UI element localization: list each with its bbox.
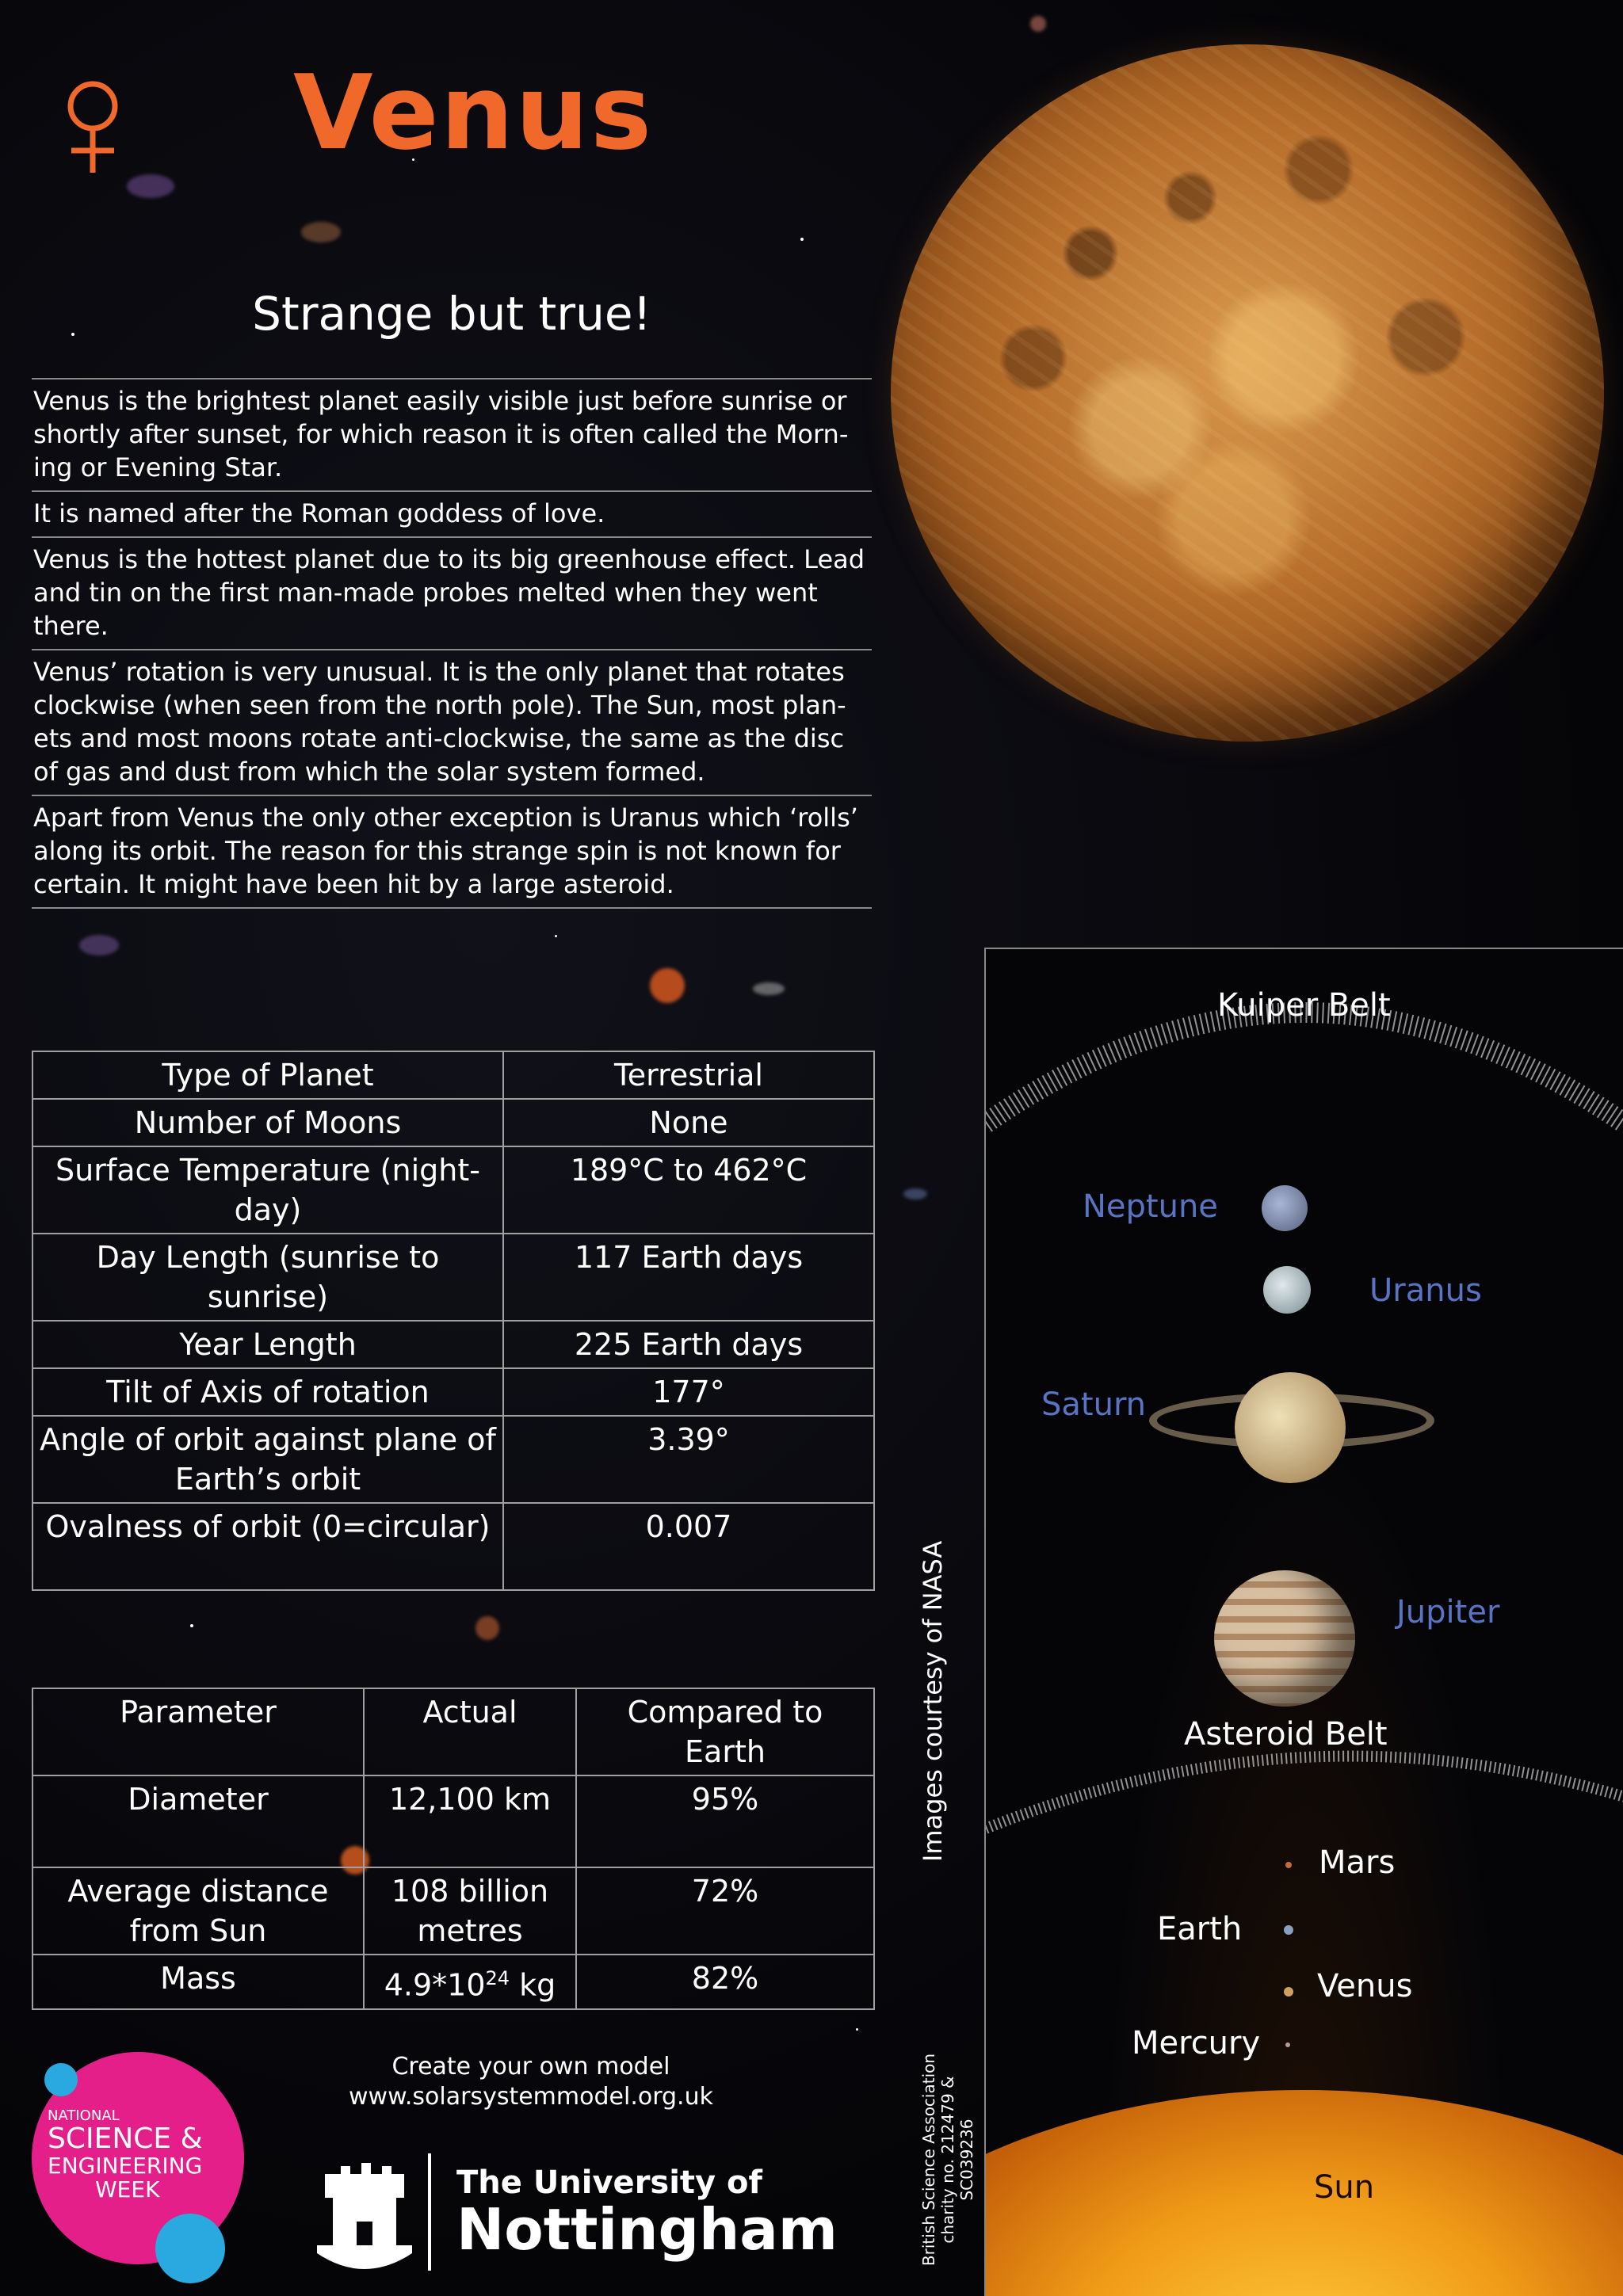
uranus-image	[1263, 1266, 1311, 1314]
saturn-label: Saturn	[1041, 1386, 1147, 1423]
website-link[interactable]: www.solarsystemmodel.org.uk	[349, 2083, 713, 2111]
neptune-label: Neptune	[1083, 1188, 1218, 1225]
jupiter-label: Jupiter	[1396, 1594, 1500, 1630]
logo-divider	[428, 2153, 431, 2271]
create-model-text: Create your own model	[391, 2053, 670, 2081]
property-label: Angle of orbit against plane of Earth’s orbit	[32, 1416, 503, 1503]
venus-planet-image	[891, 44, 1604, 742]
table-row	[32, 1416, 874, 1503]
parameter-cell: Mass	[32, 1955, 364, 2009]
nsew-line: NATIONAL	[48, 2107, 120, 2124]
fact-item: Apart from Venus the only other exception is Uranus which ‘rolls’ along its orbit. The reason for this strange spin is not known for certain. It might have been hit by a large asteroid.	[32, 795, 872, 909]
table-header-row	[32, 1688, 874, 1775]
galaxy-decor	[903, 1188, 927, 1199]
venus-symbol-icon	[49, 78, 136, 174]
mars-image	[1285, 1862, 1292, 1868]
property-value: 3.39°	[503, 1416, 874, 1503]
parameter-cell: Average distance from Sun	[32, 1867, 364, 1955]
neptune-image	[1262, 1185, 1308, 1231]
fact-item: Venus is the hottest planet due to its big greenhouse effect. Lead and tin on the first man-made probes melted when they went there.	[32, 536, 872, 649]
sun-label: Sun	[1314, 2169, 1375, 2206]
star	[555, 935, 557, 937]
mercury-image	[1285, 2042, 1290, 2047]
image-credit: Images courtesy of NASA	[918, 1540, 948, 1862]
star	[800, 238, 804, 241]
galaxy-decor	[79, 935, 119, 955]
university-crest-icon	[317, 2158, 412, 2269]
property-label: Number of Moons	[32, 1099, 503, 1146]
fact-item: It is named after the Roman goddess of love.	[32, 490, 872, 536]
mass-exponent: 24	[485, 1967, 510, 1989]
table-row	[32, 1775, 874, 1867]
property-label: Surface Temperature (night-day)	[32, 1146, 503, 1234]
page-title: Venus	[293, 52, 654, 173]
table-row	[32, 1146, 874, 1234]
table-row	[32, 1234, 874, 1321]
compared-cell: 72%	[576, 1867, 874, 1955]
galaxy-decor	[127, 174, 174, 198]
table-row	[32, 1368, 874, 1416]
earth-label: Earth	[1157, 1911, 1243, 1947]
property-label: Tilt of Axis of rotation	[32, 1368, 503, 1416]
property-value: 177°	[503, 1368, 874, 1416]
university-line: Nottingham	[456, 2196, 838, 2263]
galaxy-decor	[753, 982, 785, 995]
actual-cell: 12,100 km	[364, 1775, 576, 1867]
star	[190, 1624, 193, 1627]
facts-list	[32, 378, 872, 909]
earth-image	[1284, 1925, 1293, 1935]
sun-image	[984, 2090, 1623, 2296]
property-value: 117 Earth days	[503, 1234, 874, 1321]
university-line: The University of	[456, 2164, 762, 2201]
nsew-logo-text	[48, 2107, 230, 2202]
nsew-line: ENGINEERING	[48, 2153, 203, 2179]
mercury-label: Mercury	[1132, 2025, 1261, 2061]
compared-cell: 95%	[576, 1775, 874, 1867]
star	[856, 2028, 858, 2031]
parameter-comparison-table	[32, 1688, 875, 2010]
galaxy-decor	[301, 222, 341, 242]
galaxy-decor	[650, 968, 685, 1003]
galaxy-decor	[475, 1616, 499, 1640]
column-header: Compared to Earth	[576, 1688, 874, 1775]
kuiper-belt-label: Kuiper Belt	[1217, 987, 1391, 1024]
jupiter-image	[1214, 1570, 1355, 1707]
university-logo-text	[456, 2164, 838, 2263]
facts-heading: Strange but true!	[252, 287, 651, 341]
asteroid-belt-label: Asteroid Belt	[1184, 1716, 1388, 1753]
venus-label: Venus	[1317, 1968, 1413, 2004]
venus-small-image	[1284, 1987, 1293, 1997]
mars-label: Mars	[1319, 1844, 1396, 1881]
compared-cell: 82%	[576, 1955, 874, 2009]
table-row	[32, 1867, 874, 1955]
nsew-logo-dot	[155, 2214, 225, 2283]
kuiper-belt-arc	[986, 949, 1623, 1187]
asteroid-belt-arc	[986, 1733, 1623, 1971]
planet-properties-table	[32, 1051, 875, 1591]
solar-system-panel	[984, 948, 1623, 2296]
actual-cell: 108 billion metres	[364, 1867, 576, 1955]
nsew-line: SCIENCE &	[48, 2122, 203, 2155]
mass-base: 4.9*10	[384, 1967, 486, 2003]
property-label: Year Length	[32, 1321, 503, 1368]
uranus-label: Uranus	[1369, 1272, 1482, 1309]
table-row	[32, 1321, 874, 1368]
nsew-logo-dot	[44, 2063, 78, 2096]
column-header: Parameter	[32, 1688, 364, 1775]
table-row	[32, 1503, 874, 1590]
fact-item: Venus is the brightest planet easily visible just before sunrise or shortly after sunset, for which reason it is often called the Morn-ing or Evening Star.	[32, 378, 872, 490]
charity-credit: British Science Association charity no. 212479 & SC039236	[919, 2053, 976, 2267]
property-value: None	[503, 1099, 874, 1146]
property-label: Type of Planet	[32, 1051, 503, 1099]
create-model-note	[309, 2052, 753, 2112]
column-header: Actual	[364, 1688, 576, 1775]
table-row	[32, 1955, 874, 2009]
property-value: 0.007	[503, 1503, 874, 1590]
galaxy-decor	[1030, 16, 1046, 32]
table-row	[32, 1099, 874, 1146]
property-label: Day Length (sunrise to sunrise)	[32, 1234, 503, 1321]
mass-unit: kg	[510, 1967, 556, 2003]
nsew-line: WEEK	[95, 2176, 160, 2203]
property-value: 189°C to 462°C	[503, 1146, 874, 1234]
property-value: 225 Earth days	[503, 1321, 874, 1368]
property-label: Ovalness of orbit (0=circular)	[32, 1503, 503, 1590]
property-value: Terrestrial	[503, 1051, 874, 1099]
table-row	[32, 1051, 874, 1099]
actual-cell	[364, 1955, 576, 2009]
saturn-image	[1235, 1372, 1346, 1483]
parameter-cell: Diameter	[32, 1775, 364, 1867]
fact-item: Venus’ rotation is very unusual. It is the only planet that rotates clockwise (when seen from the north pole). The Sun, most plan-ets and most moons rotate anti-clockwise, the same as the disc of gas and dust from which the solar system formed.	[32, 649, 872, 795]
